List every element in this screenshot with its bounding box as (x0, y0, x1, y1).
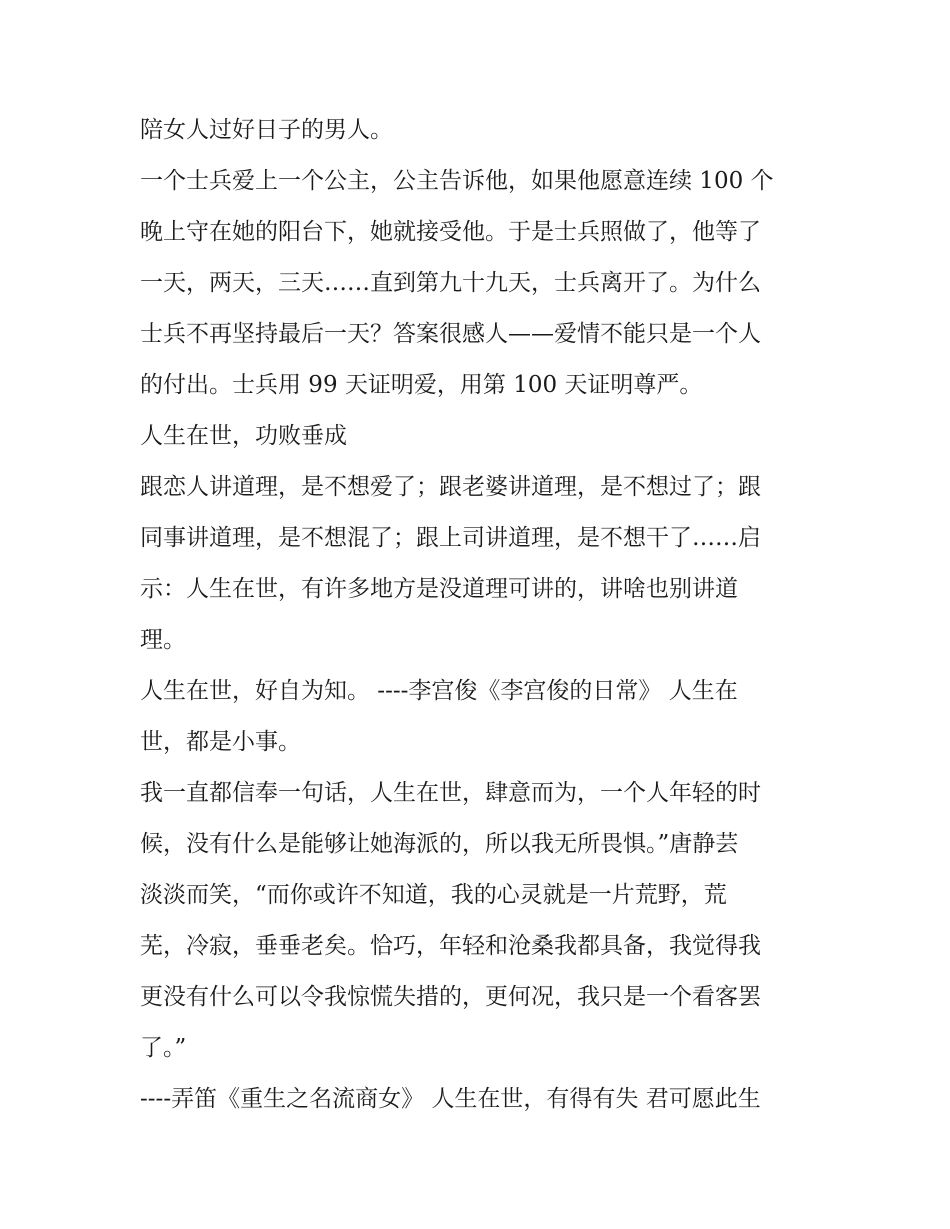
text-line: 人生在世，功败垂成 (140, 423, 347, 449)
text-line: 士兵不再坚持最后一天？答案很感人——爱情不能只是一个人 (140, 321, 761, 347)
text-line: 一个士兵爱上一个公主，公主告诉他，如果他愿意连续 100 个 (140, 168, 774, 194)
text-line: 理。 (140, 627, 186, 653)
text-line: 芜，冷寂，垂垂老矣。恰巧，年轻和沧桑我都具备，我觉得我 (140, 933, 761, 959)
text-line: 世，都是小事。 (140, 729, 301, 755)
text-line: 跟恋人讲道理，是不想爱了；跟老婆讲道理，是不想过了；跟 (140, 474, 761, 500)
text-line: 陪女人过好日子的男人。 (140, 117, 393, 143)
document-text (140, 105, 820, 1125)
text-line: 更没有什么可以令我惊慌失措的，更何况，我只是一个看客罢 (140, 984, 761, 1010)
text-line: 我一直都信奉一句话，人生在世，肆意而为，一个人年轻的时 (140, 780, 761, 806)
text-line: 一天，两天，三天……直到第九十九天，士兵离开了。为什么 (140, 270, 761, 296)
text-line: 人生在世，好自为知。 ----李宫俊《李宫俊的日常》 人生在 (140, 678, 738, 704)
text-line: ----弄笛《重生之名流商女》 人生在世，有得有失 君可愿此生 (140, 1086, 761, 1112)
text-line: 候，没有什么是能够让她海派的，所以我无所畏惧。”唐静芸 (140, 831, 739, 857)
text-line: 同事讲道理，是不想混了；跟上司讲道理，是不想干了……启 (140, 525, 761, 551)
text-line: 晚上守在她的阳台下，她就接受他。于是士兵照做了，他等了 (140, 219, 761, 245)
text-line: 示：人生在世，有许多地方是没道理可讲的，讲啥也别讲道 (140, 576, 738, 602)
text-line: 淡淡而笑，“而你或许不知道，我的心灵就是一片荒野，荒 (140, 882, 727, 908)
text-line: 了。” (140, 1035, 187, 1061)
text-line: 的付出。士兵用 99 天证明爱，用第 100 天证明尊严。 (140, 372, 703, 398)
